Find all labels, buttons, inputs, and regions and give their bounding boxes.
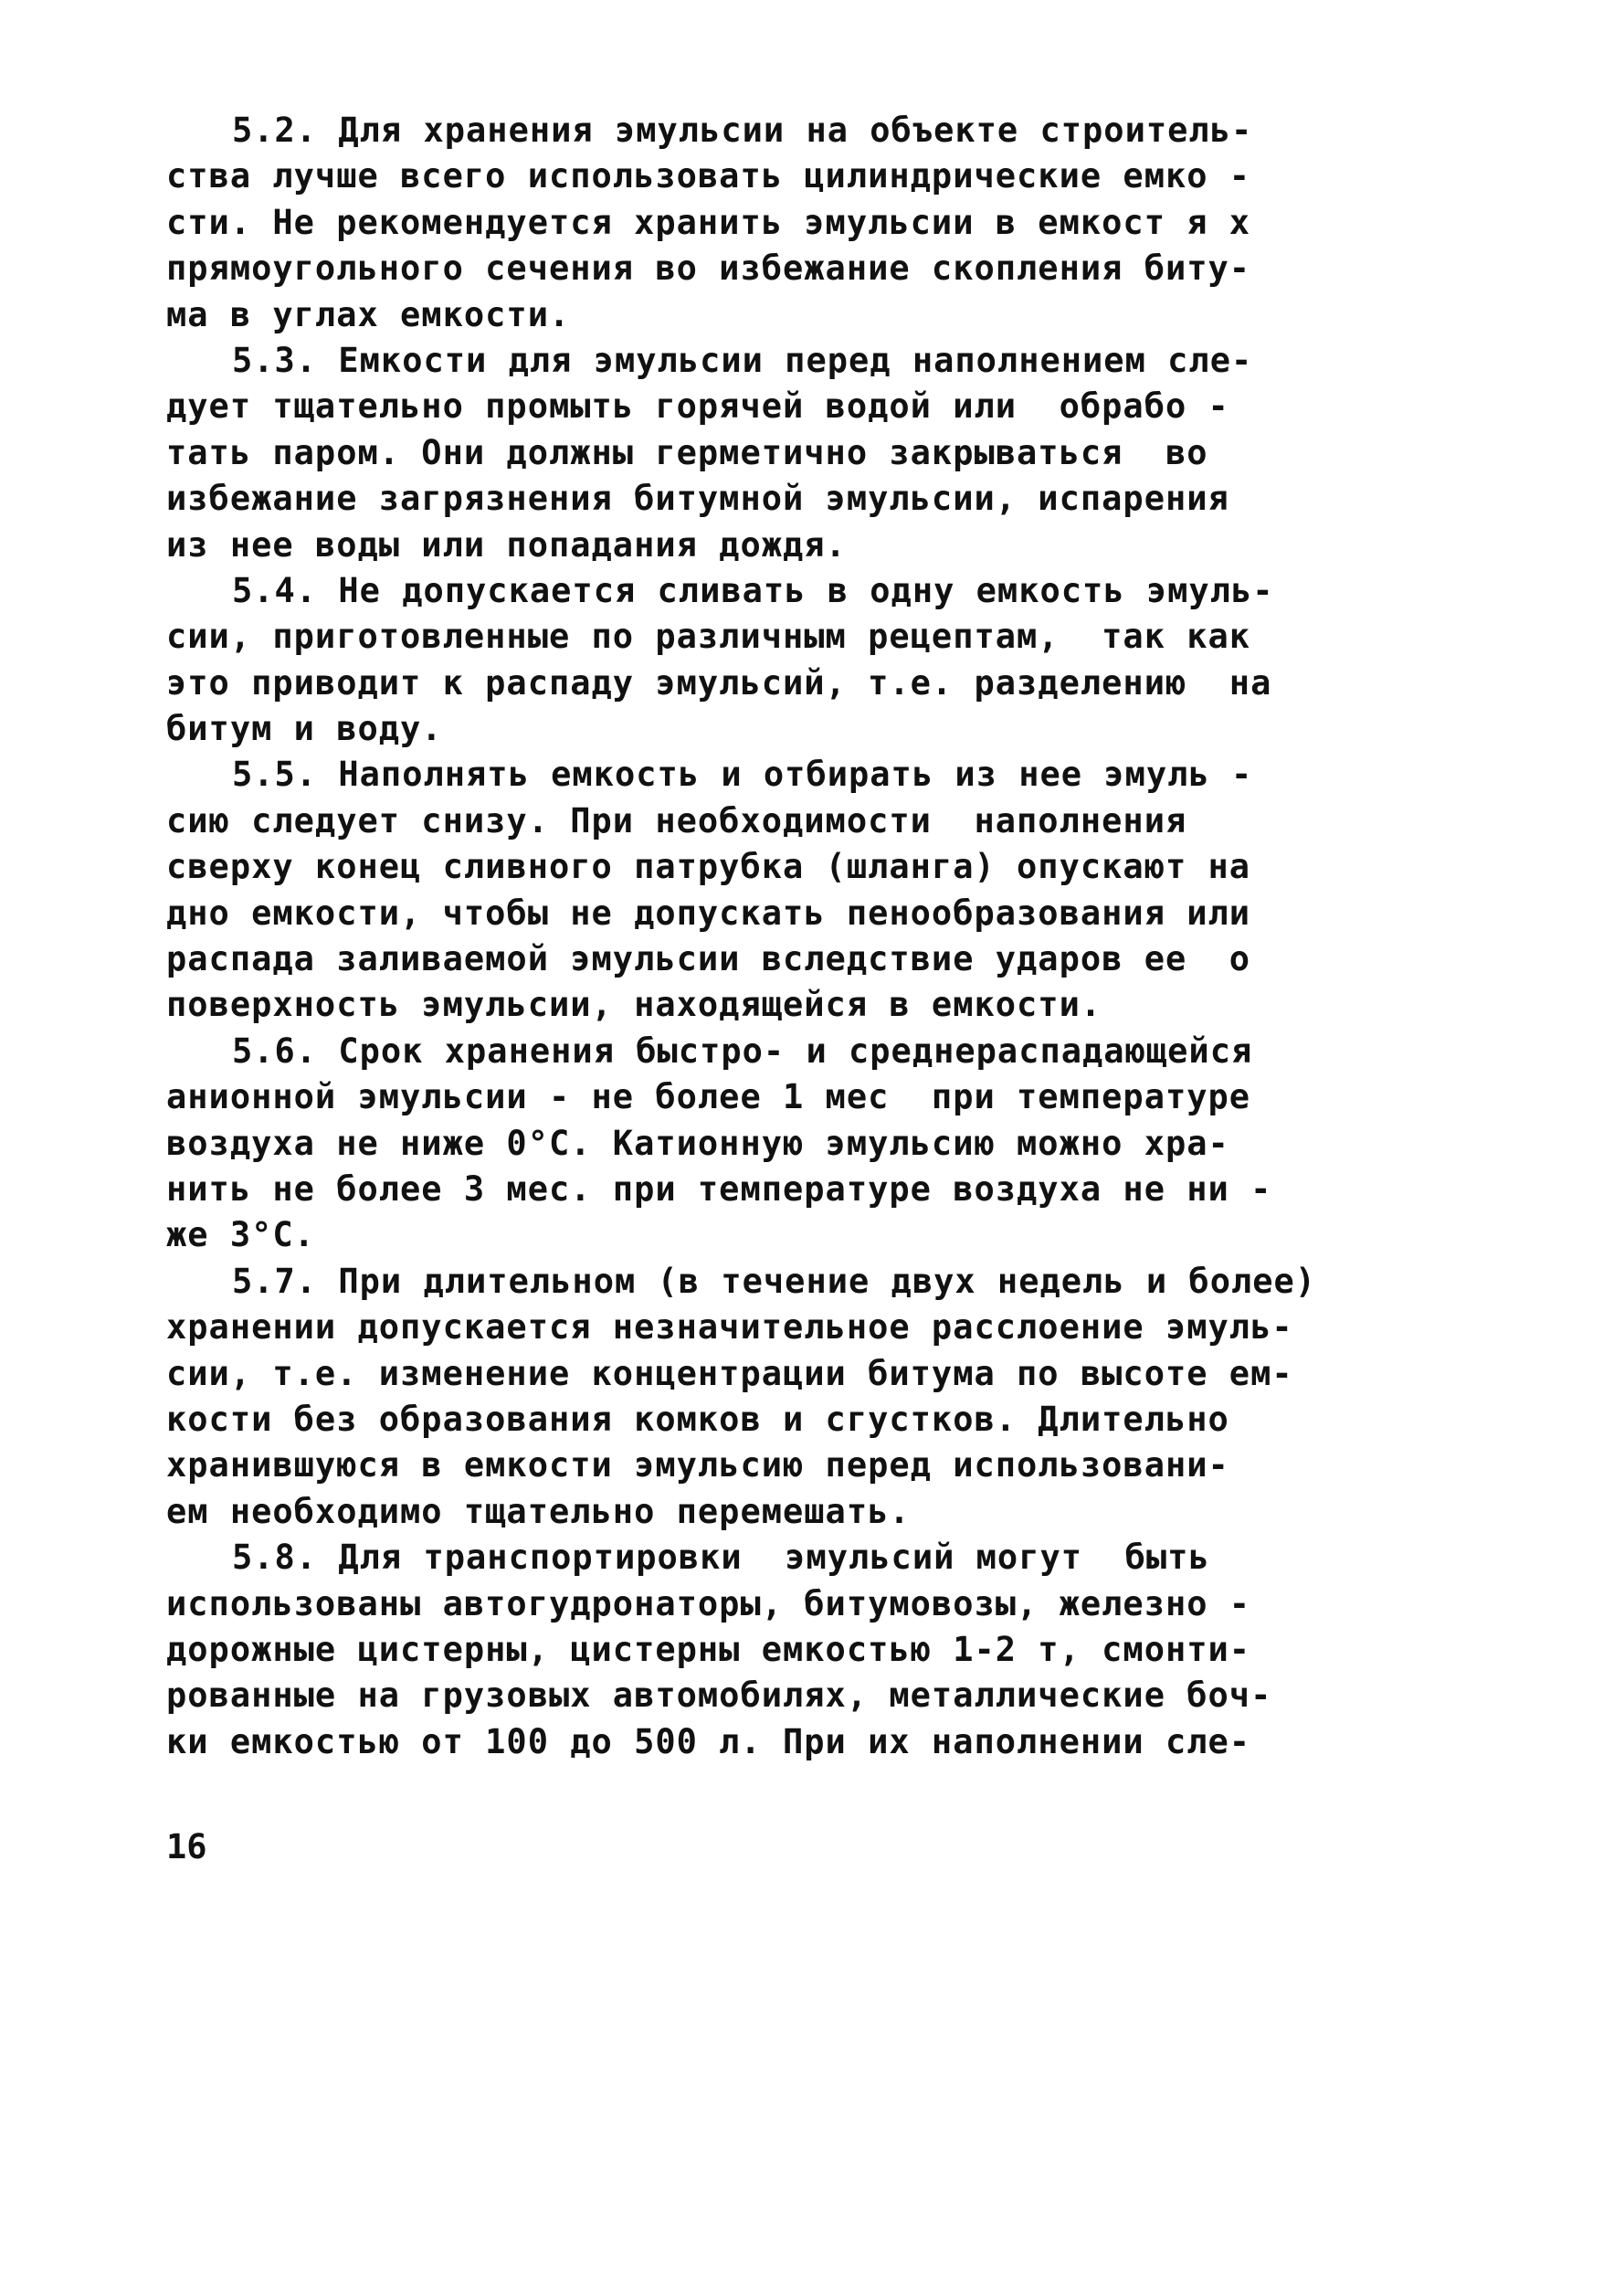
- text-line: кости без образования комков и сгустков. Длительно: [166, 1399, 1229, 1439]
- text-line: использованы автогудронаторы, битумовозы, железно -: [166, 1583, 1251, 1623]
- text-line: дует тщательно промыть горячей водой или обрабо -: [166, 386, 1229, 427]
- text-line: анионной эмульсии - не более 1 мес при температуре: [166, 1077, 1251, 1117]
- text-line: хранении допускается незначительное расслоение эмуль-: [166, 1307, 1293, 1348]
- text-line: из нее воды или попадания дождя.: [166, 524, 847, 565]
- text-line: воздуха не ниже 0°С. Катионную эмульсию можно хра-: [166, 1123, 1229, 1163]
- text-line: распада заливаемой эмульсии вследствие ударов ее о: [166, 939, 1251, 979]
- text-line: прямоугольного сечения во избежание скопления биту-: [166, 248, 1251, 289]
- text-line: это приводит к распаду эмульсий, т.е. разделению на: [166, 662, 1272, 703]
- body-text: [166, 108, 1370, 1765]
- paragraph-5-2: [166, 108, 1370, 338]
- text-line: дорожные цистерны, цистерны емкостью 1-2 т, смонти-: [166, 1629, 1251, 1669]
- text-line: же 3°С.: [166, 1215, 315, 1255]
- paragraph-5-4: [166, 568, 1370, 753]
- text-line: 5.8. Для транспортировки эмульсий могут быть: [232, 1538, 1210, 1578]
- text-line: ма в углах емкости.: [166, 294, 571, 334]
- text-line: хранившуюся в емкости эмульсию перед использовани-: [166, 1445, 1229, 1485]
- text-line: сию следует снизу. При необходимости наполнения: [166, 800, 1187, 840]
- text-line: 5.2. Для хранения эмульсии на объекте строитель-: [232, 111, 1253, 150]
- text-line: нить не более 3 мес. при температуре воздуха не ни -: [166, 1168, 1272, 1209]
- text-line: битум и воду.: [166, 709, 443, 749]
- paragraph-5-5: [166, 752, 1370, 1028]
- text-line: сии, т.е. изменение концентрации битума по высоте ем-: [166, 1353, 1293, 1393]
- text-line: рованные на грузовых автомобилях, металлические боч-: [166, 1676, 1272, 1716]
- text-line: 5.7. При длительном (в течение двух недель и более): [232, 1261, 1317, 1301]
- text-line: ства лучше всего использовать цилиндрические емко -: [166, 156, 1251, 196]
- paragraph-5-8: [166, 1535, 1370, 1765]
- text-line: 5.4. Не допускается сливать в одну емкость эмуль-: [232, 570, 1274, 610]
- page-number: 16: [166, 1827, 207, 1866]
- text-line: 5.6. Срок хранения быстро- и среднераспадающейся: [232, 1031, 1253, 1071]
- text-line: тать паром. Они должны герметично закрываться во: [166, 432, 1208, 472]
- text-line: ем необходимо тщательно перемешать.: [166, 1491, 911, 1531]
- paragraph-5-6: [166, 1029, 1370, 1259]
- text-line: 5.5. Наполнять емкость и отбирать из нее эмуль -: [232, 755, 1253, 795]
- text-line: сти. Не рекомендуется хранить эмульсии в емкост я х: [166, 202, 1251, 242]
- paragraph-5-3: [166, 338, 1370, 568]
- text-line: ки емкостью от 100 до 500 л. При их наполнении сле-: [166, 1721, 1251, 1761]
- text-line: сии, приготовленные по различным рецептам, так как: [166, 617, 1251, 657]
- text-line: поверхность эмульсии, находящейся в емкости.: [166, 985, 1102, 1025]
- text-line: сверху конец сливного патрубка (шланга) опускают на: [166, 847, 1251, 887]
- paragraph-5-7: [166, 1259, 1370, 1535]
- text-line: избежание загрязнения битумной эмульсии, испарения: [166, 479, 1229, 519]
- text-line: 5.3. Емкости для эмульсии перед наполнением сле-: [232, 340, 1253, 380]
- text-line: дно емкости, чтобы не допускать пенообразования или: [166, 893, 1251, 933]
